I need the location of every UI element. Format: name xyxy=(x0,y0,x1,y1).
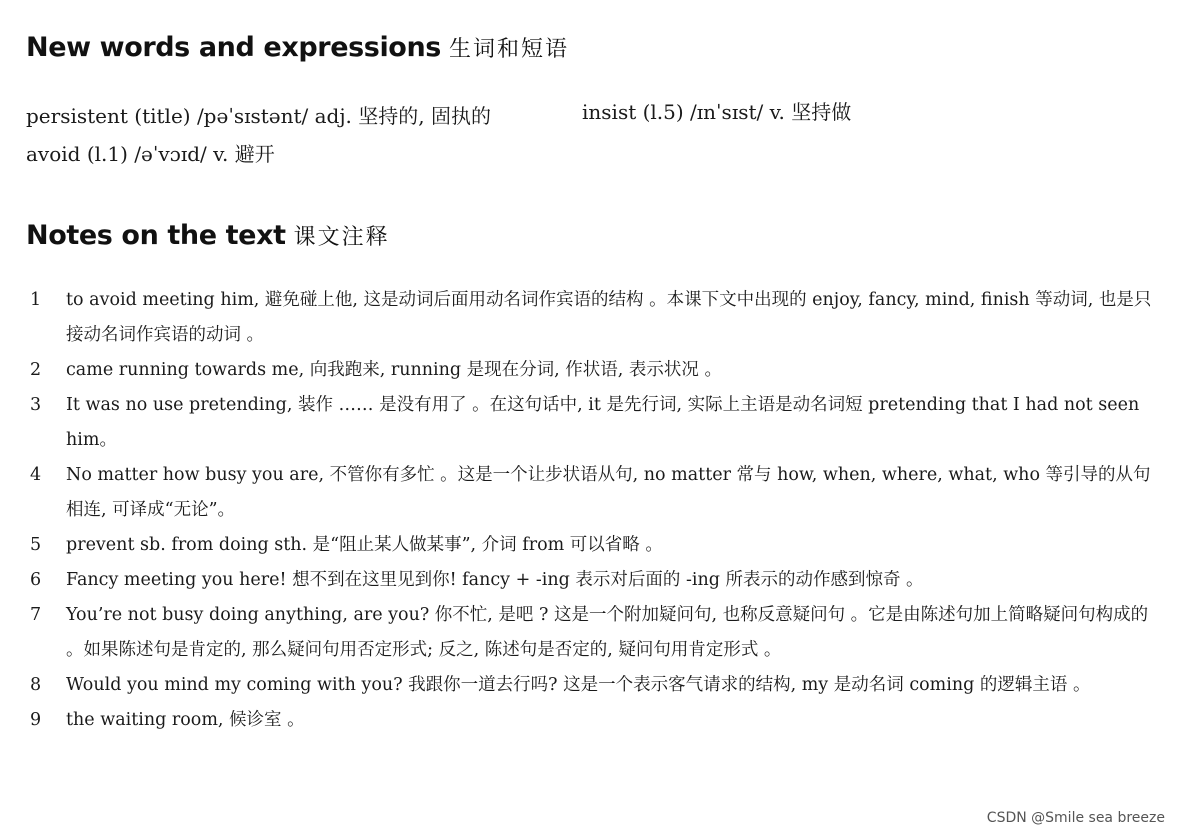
note-number: 4 xyxy=(30,465,42,485)
notes-list xyxy=(26,283,1166,738)
note-item xyxy=(26,528,1166,563)
note-text: No matter how busy you are, 不管你有多忙 。这是一个让步状语从句, no matter 常与 how, when, where, what, who 等引导的从句相连, 可译成“无论”。 xyxy=(66,465,1151,520)
note-text: came running towards me, 向我跑来, running 是现在分词, 作状语, 表示状况 。 xyxy=(66,360,722,380)
note-item xyxy=(26,388,1166,458)
note-item xyxy=(26,283,1166,353)
watermark: CSDN @Smile sea breeze xyxy=(986,810,1165,826)
note-number: 1 xyxy=(30,290,42,310)
note-number: 5 xyxy=(30,535,42,555)
note-text: Fancy meeting you here! 想不到在这里见到你! fancy + -ing 表示对后面的 -ing 所表示的动作感到惊奇 。 xyxy=(66,570,924,590)
note-item xyxy=(26,563,1166,598)
note-text: prevent sb. from doing sth. 是“阻止某人做某事”, 介词 from 可以省略 。 xyxy=(66,535,663,555)
notes-heading xyxy=(26,220,390,251)
note-item xyxy=(26,458,1166,528)
note-text: Would you mind my coming with you? 我跟你一道去行吗? 这是一个表示客气请求的结构, my 是动名词 coming 的逻辑主语 。 xyxy=(66,675,1091,695)
note-text: You’re not busy doing anything, are you? 你不忙, 是吧 ? 这是一个附加疑问句, 也称反意疑问句 。它是由陈述句加上简略疑问句构成的 。如果陈述句是肯定的, 那么疑问句用否定形式; 反之, 陈述句是否定的, 疑问句用肯定形式 。 xyxy=(66,605,1149,660)
note-number: 2 xyxy=(30,360,42,380)
note-item xyxy=(26,668,1166,703)
vocab-entry-avoid: avoid (l.1) /əˈvɔɪd/ v. 避开 xyxy=(26,142,275,166)
note-number: 3 xyxy=(30,395,42,415)
notes-heading-cn: 课文注释 xyxy=(293,225,390,250)
note-item xyxy=(26,703,1166,738)
words-heading-cn: 生词和短语 xyxy=(448,37,569,62)
note-number: 8 xyxy=(30,675,42,695)
words-heading xyxy=(26,32,569,63)
vocab-entry-persistent: persistent (title) /pəˈsɪstənt/ adj. 坚持的, 固执的 xyxy=(26,104,491,128)
notes-heading-en: Notes on the text xyxy=(26,220,286,251)
note-text: the waiting room, 候诊室 。 xyxy=(66,710,305,730)
note-item xyxy=(26,598,1166,668)
vocab-entry-insist: insist (l.5) /ɪnˈsɪst/ v. 坚持做 xyxy=(582,100,852,124)
words-heading-en: New words and expressions xyxy=(26,32,441,63)
note-number: 7 xyxy=(30,605,42,625)
note-item xyxy=(26,353,1166,388)
note-number: 6 xyxy=(30,570,42,590)
note-text: to avoid meeting him, 避免碰上他, 这是动词后面用动名词作宾语的结构 。本课下文中出现的 enjoy, fancy, mind, finish 等动词, 也是只接动名词作宾语的动词 。 xyxy=(66,290,1152,345)
note-text: It was no use pretending, 装作 …… 是没有用了 。在这句话中, it 是先行词, 实际上主语是动名词短 pretending that I had not seen him。 xyxy=(66,395,1140,450)
note-number: 9 xyxy=(30,710,42,730)
